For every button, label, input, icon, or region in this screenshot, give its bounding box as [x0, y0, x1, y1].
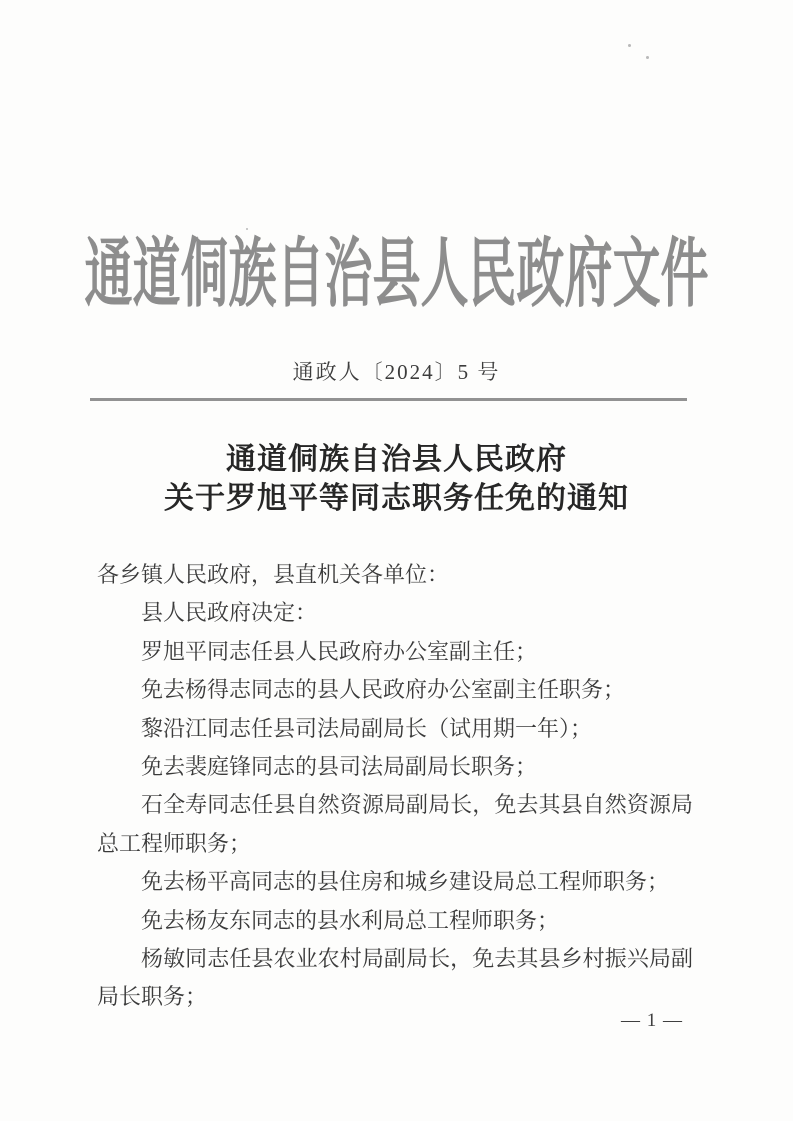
page-number: — 1 — [621, 1010, 683, 1031]
body-paragraph: 黎沿江同志任县司法局副局长（试用期一年）； [141, 715, 593, 741]
letterhead-divider-rule [90, 398, 687, 401]
body-paragraph: 免去杨友东同志的县水利局总工程师职务； [141, 907, 560, 933]
notice-title-line1: 通道侗族自治县人民政府 [226, 443, 567, 476]
notice-title-line2: 关于罗旭平等同志职务任免的通知 [164, 482, 629, 515]
body-paragraphs [97, 556, 693, 1017]
body-paragraph: 罗旭平同志任县人民政府办公室副主任； [141, 638, 538, 664]
scan-speck [646, 56, 649, 59]
body-paragraph: 免去杨得志同志的县人民政府办公室副主任职务； [141, 677, 626, 703]
scan-speck [628, 44, 631, 47]
body-paragraph: 县人民政府决定： [141, 600, 318, 626]
body-paragraph: 石全寿同志任县自然资源局副局长，免去其县自然资源局总工程师职务； [97, 792, 693, 856]
body-paragraph: 杨敏同志任县农业农村局副局长，免去其县乡村振兴局副局长职务； [97, 946, 693, 1010]
document-reference-number: 通政人〔2024〕5 号 [292, 360, 501, 384]
body-paragraph: 免去杨平高同志的县住房和城乡建设局总工程师职务； [141, 869, 670, 895]
body-paragraph: 各乡镇人民政府，县直机关各单位： [97, 562, 450, 587]
notice-title [0, 440, 793, 518]
letterhead-title: 通道侗族自治县人民政府文件 [84, 233, 709, 317]
scan-speck [246, 228, 248, 230]
body-paragraph: 免去裴庭锋同志的县司法局副局长职务； [141, 754, 538, 780]
